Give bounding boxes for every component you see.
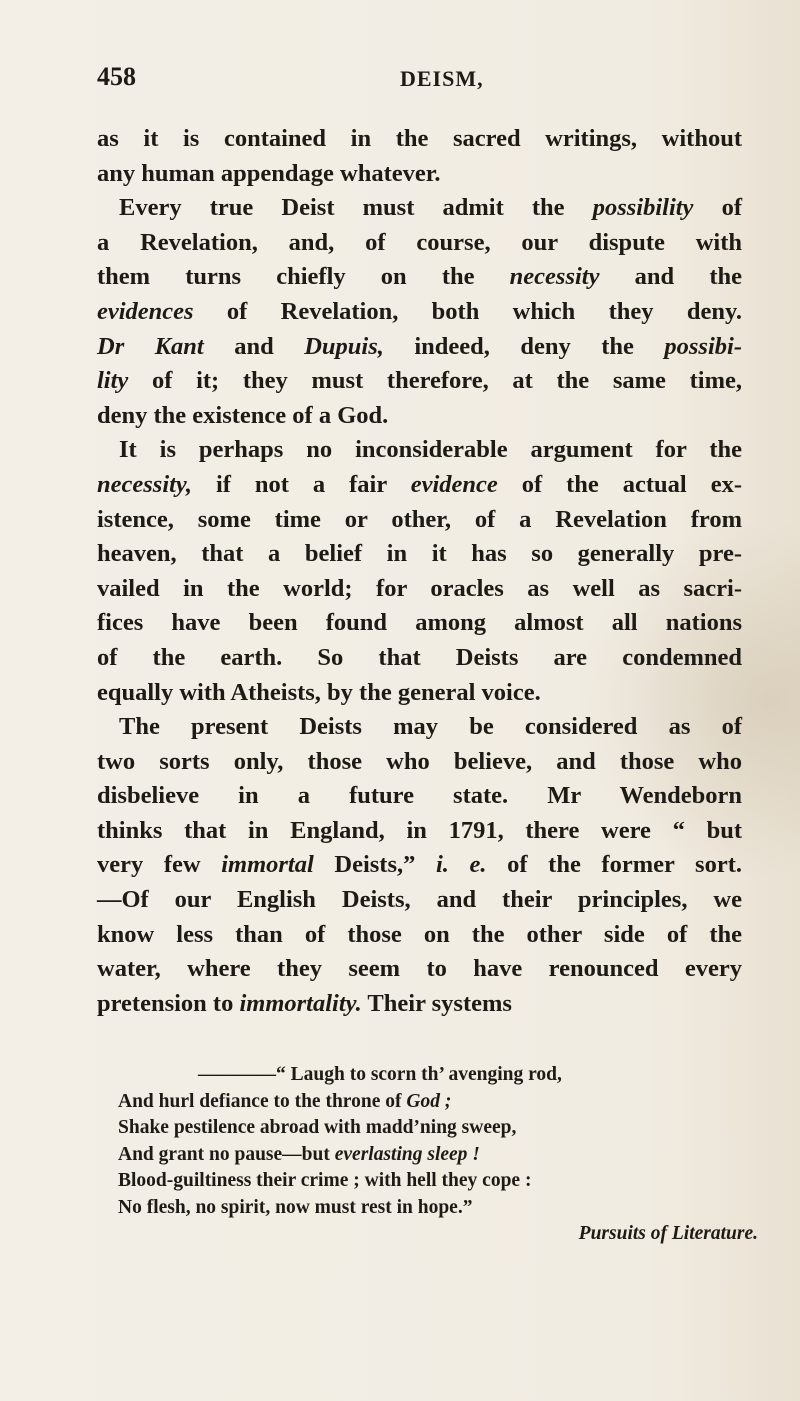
- text-run: them turns chiefly on the: [97, 263, 510, 291]
- text-line: [97, 572, 742, 607]
- verse-line: [118, 1142, 758, 1169]
- text-line: [97, 503, 742, 538]
- text-line: [97, 226, 742, 261]
- text-run: —Of our English Deists, and their principles, we: [97, 886, 742, 914]
- text-line: [97, 260, 742, 295]
- text-line: [97, 537, 742, 572]
- text-run: any human appendage whatever.: [97, 159, 441, 187]
- text-line: [97, 745, 742, 780]
- italic-text: everlasting sleep !: [334, 1143, 480, 1165]
- text-run: of the former sort.: [486, 851, 742, 879]
- text-line: [97, 157, 742, 192]
- text-run: thinks that in England, in 1791, there were “ but: [97, 816, 742, 844]
- text-run: Every true Deist must admit the: [119, 194, 593, 222]
- text-run: The present Deists may be considered as of: [119, 713, 742, 741]
- text-run: And grant no pause—but: [118, 1143, 335, 1165]
- text-run: istence, some time or other, of a Revelation from: [97, 505, 742, 533]
- italic-text: evidence: [410, 470, 498, 498]
- text-run: vailed in the world; for oracles as well as sacri-: [97, 574, 742, 602]
- italic-text: i. e.: [435, 851, 487, 879]
- text-run: fices have been found among almost all nations: [97, 609, 742, 637]
- italic-text: immortal: [221, 851, 314, 879]
- text-line: [97, 433, 742, 468]
- text-run: as it is contained in the sacred writings, without: [97, 125, 742, 152]
- italic-text: God ;: [406, 1090, 452, 1112]
- text-run: of it; they must therefore, at the same time,: [128, 367, 742, 395]
- italic-text: necessity,: [97, 470, 193, 498]
- italic-text: Dr Kant: [97, 332, 204, 360]
- text-run: No flesh, no spirit, now must rest in hope.”: [118, 1196, 473, 1218]
- verse-line: [118, 1062, 758, 1089]
- text-line: [97, 918, 742, 953]
- text-line: [97, 814, 742, 849]
- text-line: [97, 952, 742, 987]
- text-run: heaven, that a belief in it has so generally pre-: [97, 540, 742, 568]
- text-line: [97, 641, 742, 676]
- text-line: [97, 987, 742, 1022]
- text-run: if not a fair: [192, 470, 411, 498]
- text-line: [97, 295, 742, 330]
- text-line: [97, 710, 742, 745]
- text-line: [97, 191, 742, 226]
- verse-line: [118, 1195, 758, 1222]
- text-run: equally with Atheists, by the general voice.: [97, 678, 541, 706]
- text-run: ————“ Laugh to scorn th’ avenging rod,: [198, 1064, 562, 1085]
- text-run: know less than of those on the other side of the: [97, 920, 742, 948]
- text-run: of the earth. So that Deists are condemned: [97, 643, 742, 671]
- text-run: Blood-guiltiness their crime ; with hell they cope :: [118, 1170, 532, 1191]
- verse-attribution: Pursuits of Literature.: [578, 1223, 758, 1244]
- text-line: [97, 848, 742, 883]
- italic-text: Dupuis,: [304, 332, 384, 360]
- body-text: [97, 122, 742, 1021]
- text-run: Deists,”: [313, 851, 436, 879]
- italic-text: immortality.: [239, 989, 362, 1017]
- text-run: very few: [97, 851, 222, 879]
- text-line: [97, 122, 742, 157]
- text-run: Shake pestilence abroad with madd’ning sweep,: [118, 1117, 517, 1138]
- text-line: [97, 330, 742, 365]
- page-header: [97, 62, 697, 102]
- text-run: and the: [599, 263, 742, 291]
- italic-text: necessity: [509, 263, 600, 291]
- verse-quotation: [118, 1062, 758, 1248]
- text-run: of the actual ex-: [497, 470, 742, 498]
- text-line: [97, 468, 742, 503]
- text-line: [97, 779, 742, 814]
- verse-line: [118, 1115, 758, 1142]
- text-run: indeed, deny the: [383, 332, 665, 360]
- text-run: water, where they seem to have renounced every: [97, 955, 742, 983]
- text-run: pretension to: [97, 989, 240, 1017]
- text-run: deny the existence of a God.: [97, 401, 389, 429]
- text-run: Their systems: [361, 989, 512, 1017]
- running-head: DEISM,: [400, 66, 484, 91]
- verse-line: [118, 1168, 758, 1195]
- text-line: [97, 883, 742, 918]
- text-run: two sorts only, those who believe, and those who: [97, 747, 742, 775]
- text-line: [97, 364, 742, 399]
- italic-text: lity: [97, 367, 129, 395]
- text-line: [97, 399, 742, 434]
- text-run: It is perhaps no inconsiderable argument for the: [119, 436, 742, 464]
- italic-text: possibi-: [664, 332, 742, 360]
- text-run: and: [203, 332, 305, 360]
- text-run: disbelieve in a future state. Mr Wendeborn: [97, 782, 742, 810]
- italic-text: possibility: [592, 194, 694, 222]
- text-line: [97, 606, 742, 641]
- text-run: of: [693, 194, 742, 222]
- italic-text: evidences: [97, 297, 194, 325]
- page-number: 458: [97, 62, 136, 91]
- verse-line: [118, 1089, 758, 1116]
- text-run: of Revelation, both which they deny.: [193, 297, 742, 325]
- text-run: And hurl defiance to the throne of: [118, 1090, 407, 1112]
- text-line: [97, 676, 742, 711]
- text-run: a Revelation, and, of course, our dispute with: [97, 228, 742, 256]
